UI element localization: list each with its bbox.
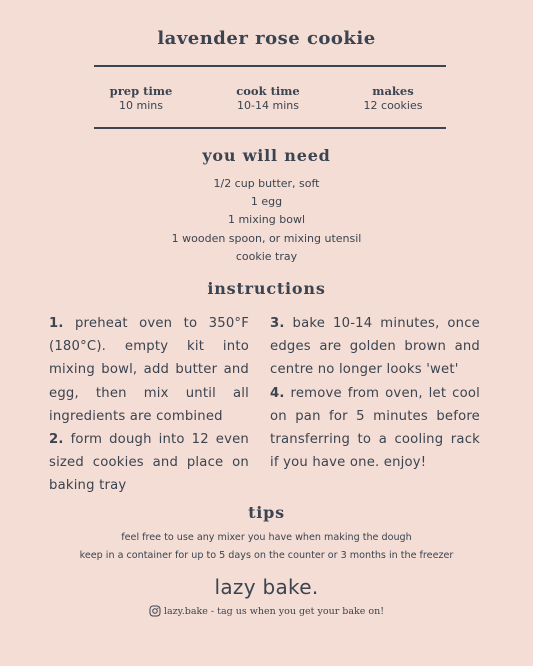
step-text: bake 10-14 minutes, once edges are golden brown and centre no longer looks 'wet' [270,316,480,378]
recipe-title: lavender rose cookie [157,28,376,49]
list-item: feel free to use any mixer you have when making the dough [121,532,412,543]
instagram-icon [149,605,161,617]
instruction-step [49,312,249,428]
instructions-heading: instructions [207,279,326,298]
step-text: form dough into 12 even sized cookies and place on baking tray [49,432,249,494]
stat-cook-time [208,84,328,113]
stat-value: 10 mins [119,99,163,112]
recipe-stats [94,84,446,116]
stat-value: 10-14 mins [237,99,299,112]
stat-makes [333,84,453,113]
social-text: lazy.bake - tag us when you get your bake on! [163,605,385,617]
list-item: 1/2 cup butter, soft [213,177,320,190]
social-handle [0,605,533,617]
instruction-step [49,428,249,498]
stat-value: 12 cookies [363,99,423,112]
list-item: 1 egg [250,195,283,209]
step-text: remove from oven, let cool on pan for 5 minutes before transferring to a cooling rack if you have one. enjoy! [270,385,480,471]
stat-label: cook time [236,84,300,98]
instructions-left-column [49,312,249,498]
list-item: 1 wooden spoon, or mixing utensil [171,231,362,245]
list-item: 1 mixing bowl [227,213,306,227]
divider-top [94,65,446,67]
step-number: 3. [270,316,285,331]
step-number: 4. [270,385,285,401]
stat-prep-time [81,84,201,113]
step-text: preheat oven to 350°F (180°C). empty kit into mixing bowl, add butter and egg, then mix until all ingredients are combined [49,316,249,424]
step-number: 1. [49,316,64,331]
step-number: 2. [49,432,64,448]
ingredients-heading: you will need [202,146,331,165]
instruction-step [270,312,480,382]
tips-list [0,529,533,565]
stat-label: makes [372,84,414,98]
stat-label: prep time [109,84,173,98]
instruction-step [270,382,480,475]
ingredients-list [0,175,533,266]
list-item: keep in a container for up to 5 days on the counter or 3 months in the freezer [79,550,454,561]
brand-logo-text: lazy bake. [214,575,319,599]
divider-bottom [94,127,446,129]
list-item: cookie tray [235,249,298,263]
tips-heading: tips [248,503,285,522]
instructions-right-column [270,312,480,474]
